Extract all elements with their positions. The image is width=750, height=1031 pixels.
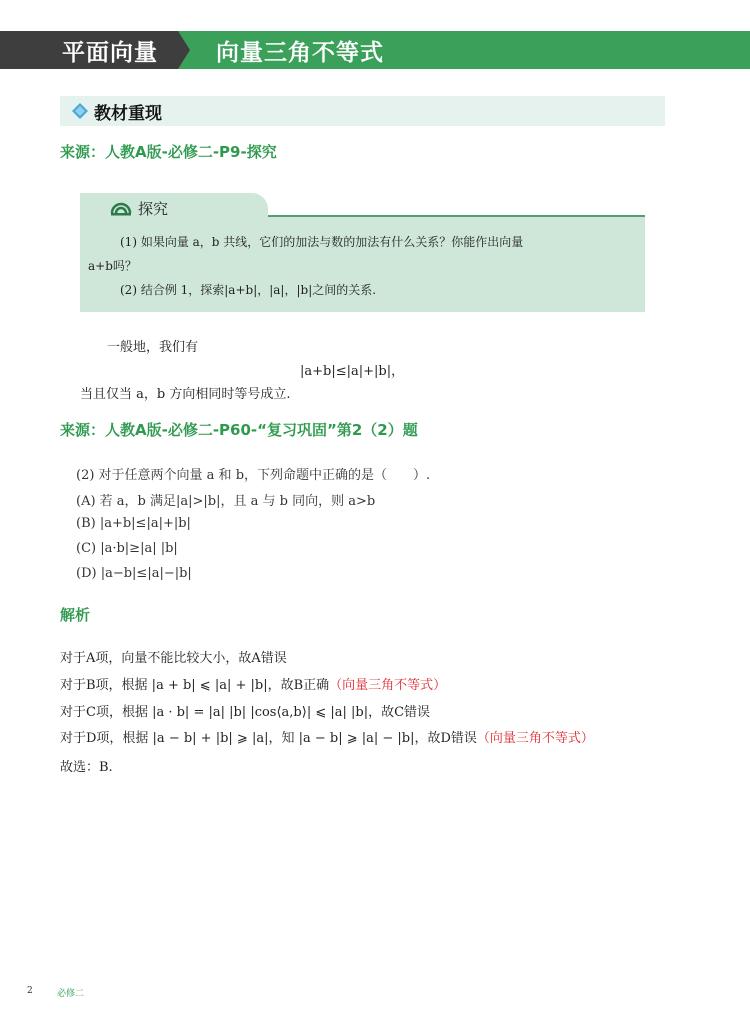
section-title: 教材重现: [94, 104, 162, 124]
option-c: (C) |a·b|≥|a| |b|: [76, 541, 178, 556]
analysis-line-2-note: （向量三角不等式）: [329, 678, 447, 693]
source-2: 来源：人教A版-必修二-P60-“复习巩固”第2（2）题: [60, 421, 418, 439]
explore-body: [80, 215, 645, 312]
option-d: (D) |a−b|≤|a|−|b|: [76, 566, 192, 581]
chapter-title: 平面向量: [62, 40, 158, 66]
section-header: [60, 96, 665, 126]
analysis-line-4: [60, 727, 594, 746]
source-1: 来源：人教A版-必修二-P9-探究: [60, 143, 277, 161]
book-name: 必修二: [57, 989, 85, 999]
analysis-line-1: 对于A项，向量不能比较大小，故A错误: [60, 651, 287, 666]
diamond-icon: [72, 103, 88, 119]
analysis-heading: 解析: [60, 606, 91, 624]
analysis-line-4-note: （向量三角不等式）: [476, 731, 594, 746]
topic-title: 向量三角不等式: [216, 40, 384, 66]
page-number: 2: [27, 986, 33, 996]
explore-icon: [110, 199, 132, 217]
analysis-line-5: 故选：B.: [60, 760, 113, 775]
general-line-3: 当且仅当 a，b 方向相同时等号成立.: [80, 387, 291, 402]
explore-line-2: a+b吗？: [88, 259, 137, 273]
explore-line-1: (1) 如果向量 a，b 共线，它们的加法与数的加法有什么关系？你能作出向量: [120, 235, 524, 249]
header-banner: [0, 31, 750, 69]
explore-line-3: (2) 结合例 1，探索|a+b|，|a|，|b|之间的关系.: [120, 283, 377, 297]
general-line-1: 一般地，我们有: [107, 340, 199, 355]
question-stem: (2) 对于任意两个向量 a 和 b，下列命题中正确的是（ ）.: [76, 468, 431, 483]
option-a: (A) 若 a，b 满足|a|>|b|，且 a 与 b 同向，则 a>b: [76, 494, 376, 509]
option-b: (B) |a+b|≤|a|+|b|: [76, 516, 191, 531]
analysis-line-2-text: 对于B项，根据 |a + b| ⩽ |a| + |b|，故B正确: [60, 678, 330, 693]
explore-label: 探究: [138, 200, 169, 218]
analysis-line-4-text: 对于D项，根据 |a − b| + |b| ⩾ |a|，知 |a − b| ⩾ |a| − |b|，故D错误: [60, 731, 477, 746]
analysis-line-3: 对于C项，根据 |a · b| = |a| |b| |cos⟨a,b⟩| ⩽ |a| |b|，故C错误: [60, 705, 431, 720]
explore-tab: [80, 193, 268, 223]
explore-box: [80, 193, 645, 310]
general-formula: |a+b|≤|a|+|b|，: [300, 364, 405, 379]
analysis-line-2: [60, 674, 446, 693]
